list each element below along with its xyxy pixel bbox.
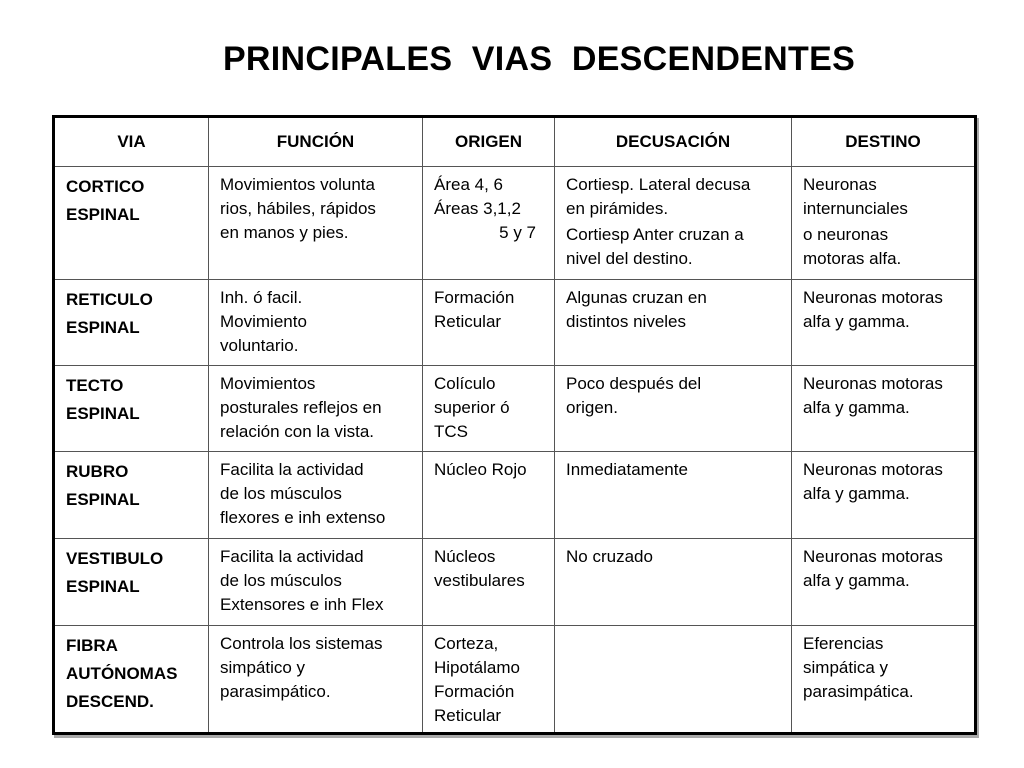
destino-line: simpática y bbox=[803, 658, 889, 677]
via-line: ESPINAL bbox=[66, 404, 140, 423]
funcion-line: Facilita la actividad bbox=[220, 547, 364, 566]
destino-line: Neuronas motoras bbox=[803, 460, 943, 479]
origen-line: vestibulares bbox=[434, 571, 525, 590]
funcion-line: Extensores e inh Flex bbox=[220, 595, 384, 614]
cell-origen bbox=[423, 626, 555, 734]
funcion-line: posturales reflejos en bbox=[220, 398, 382, 417]
destino-line: o neuronas bbox=[803, 225, 889, 244]
cell-via bbox=[54, 167, 209, 280]
table-row bbox=[54, 280, 976, 366]
funcion-line: Movimiento bbox=[220, 312, 307, 331]
via-line: TECTO bbox=[66, 376, 124, 395]
origen-line: Corteza, bbox=[434, 634, 499, 653]
header-destino: DESTINO bbox=[792, 117, 976, 167]
cell-origen bbox=[423, 167, 555, 280]
via-line: RETICULO bbox=[66, 290, 153, 309]
funcion-line: parasimpático. bbox=[220, 682, 331, 701]
header-decusacion: DECUSACIÓN bbox=[555, 117, 792, 167]
cell-origen bbox=[423, 452, 555, 539]
funcion-line: de los músculos bbox=[220, 484, 342, 503]
origen-line: Reticular bbox=[434, 706, 502, 725]
origen-line: Formación bbox=[434, 682, 515, 701]
via-line: ESPINAL bbox=[66, 205, 140, 224]
destino-line: Neuronas motoras bbox=[803, 288, 943, 307]
funcion-line: Facilita la actividad bbox=[220, 460, 364, 479]
header-origen: ORIGEN bbox=[423, 117, 555, 167]
header-via: VIA bbox=[54, 117, 209, 167]
cell-via bbox=[54, 452, 209, 539]
destino-line: Neuronas motoras bbox=[803, 374, 943, 393]
funcion-line: simpático y bbox=[220, 658, 306, 677]
origen-line: Núcleo Rojo bbox=[434, 460, 527, 479]
table-row bbox=[54, 539, 976, 626]
via-line: AUTÓNOMAS bbox=[66, 664, 178, 683]
table-row bbox=[54, 167, 976, 280]
cell-decusacion bbox=[555, 366, 792, 452]
funcion-line: Controla los sistemas bbox=[220, 634, 383, 653]
cell-decusacion bbox=[555, 539, 792, 626]
cell-destino bbox=[792, 452, 976, 539]
origen-line: Área 4, 6 bbox=[434, 175, 503, 194]
via-line: CORTICO bbox=[66, 177, 145, 196]
cell-origen bbox=[423, 280, 555, 366]
via-line: ESPINAL bbox=[66, 577, 140, 596]
origen-line: Hipotálamo bbox=[434, 658, 520, 677]
origen-line: Reticular bbox=[434, 312, 502, 331]
decusacion-line: Poco después del bbox=[566, 374, 702, 393]
decusacion-line: Algunas cruzan en bbox=[566, 288, 707, 307]
cell-funcion bbox=[209, 167, 423, 280]
destino-line: alfa y gamma. bbox=[803, 484, 910, 503]
cell-via bbox=[54, 539, 209, 626]
funcion-line: flexores e inh extenso bbox=[220, 508, 386, 527]
cell-destino bbox=[792, 539, 976, 626]
via-line: DESCEND. bbox=[66, 692, 154, 711]
cell-origen bbox=[423, 539, 555, 626]
header-row bbox=[54, 117, 976, 167]
header-funcion: FUNCIÓN bbox=[209, 117, 423, 167]
table-row bbox=[54, 366, 976, 452]
destino-line: alfa y gamma. bbox=[803, 398, 910, 417]
funcion-line: relación con la vista. bbox=[220, 422, 375, 441]
descending-pathways-table bbox=[52, 115, 977, 735]
cell-decusacion bbox=[555, 167, 792, 280]
cell-funcion bbox=[209, 626, 423, 734]
destino-line: Neuronas motoras bbox=[803, 547, 943, 566]
cell-decusacion bbox=[555, 452, 792, 539]
destino-line: Neuronas bbox=[803, 175, 877, 194]
decusacion-line: en pirámides. bbox=[566, 199, 669, 218]
decusacion-line: Cortiesp Anter cruzan a bbox=[566, 225, 744, 244]
funcion-line: de los músculos bbox=[220, 571, 342, 590]
destino-line: Eferencias bbox=[803, 634, 884, 653]
cell-funcion bbox=[209, 280, 423, 366]
cell-funcion bbox=[209, 366, 423, 452]
via-line: RUBRO bbox=[66, 462, 129, 481]
origen-line: superior ó bbox=[434, 398, 510, 417]
decusacion-line: nivel del destino. bbox=[566, 249, 693, 268]
page-title: PRINCIPALES VIAS DESCENDENTES bbox=[222, 40, 856, 78]
decusacion-line: No cruzado bbox=[566, 547, 653, 566]
cell-via bbox=[54, 366, 209, 452]
funcion-line: en manos y pies. bbox=[220, 223, 349, 242]
destino-line: alfa y gamma. bbox=[803, 571, 910, 590]
destino-line: motoras alfa. bbox=[803, 249, 902, 268]
cell-origen bbox=[423, 366, 555, 452]
destino-line: internunciales bbox=[803, 199, 908, 218]
cell-decusacion bbox=[555, 280, 792, 366]
origen-line: 5 y 7 bbox=[499, 223, 536, 242]
cell-via bbox=[54, 626, 209, 734]
funcion-line: rios, hábiles, rápidos bbox=[220, 199, 376, 218]
via-line: FIBRA bbox=[66, 636, 118, 655]
origen-line: Áreas 3,1,2 bbox=[434, 199, 521, 218]
destino-line: parasimpática. bbox=[803, 682, 914, 701]
decusacion-line: origen. bbox=[566, 398, 618, 417]
table-row bbox=[54, 452, 976, 539]
funcion-line: voluntario. bbox=[220, 336, 299, 355]
cell-destino bbox=[792, 167, 976, 280]
via-line: VESTIBULO bbox=[66, 549, 164, 568]
destino-line: alfa y gamma. bbox=[803, 312, 910, 331]
cell-funcion bbox=[209, 452, 423, 539]
origen-line: TCS bbox=[434, 422, 468, 441]
cell-destino bbox=[792, 366, 976, 452]
funcion-line: Movimientos volunta bbox=[220, 175, 375, 194]
decusacion-line: Cortiesp. Lateral decusa bbox=[566, 175, 751, 194]
via-line: ESPINAL bbox=[66, 318, 140, 337]
via-line: ESPINAL bbox=[66, 490, 140, 509]
origen-line: Formación bbox=[434, 288, 515, 307]
decusacion-line: distintos niveles bbox=[566, 312, 687, 331]
cell-destino bbox=[792, 626, 976, 734]
origen-line: Colículo bbox=[434, 374, 496, 393]
funcion-line: Inh. ó facil. bbox=[220, 288, 303, 307]
cell-decusacion bbox=[555, 626, 792, 734]
decusacion-line: Inmediatamente bbox=[566, 460, 688, 479]
origen-line: Núcleos bbox=[434, 547, 496, 566]
cell-via bbox=[54, 280, 209, 366]
table-row bbox=[54, 626, 976, 734]
cell-destino bbox=[792, 280, 976, 366]
funcion-line: Movimientos bbox=[220, 374, 316, 393]
cell-funcion bbox=[209, 539, 423, 626]
